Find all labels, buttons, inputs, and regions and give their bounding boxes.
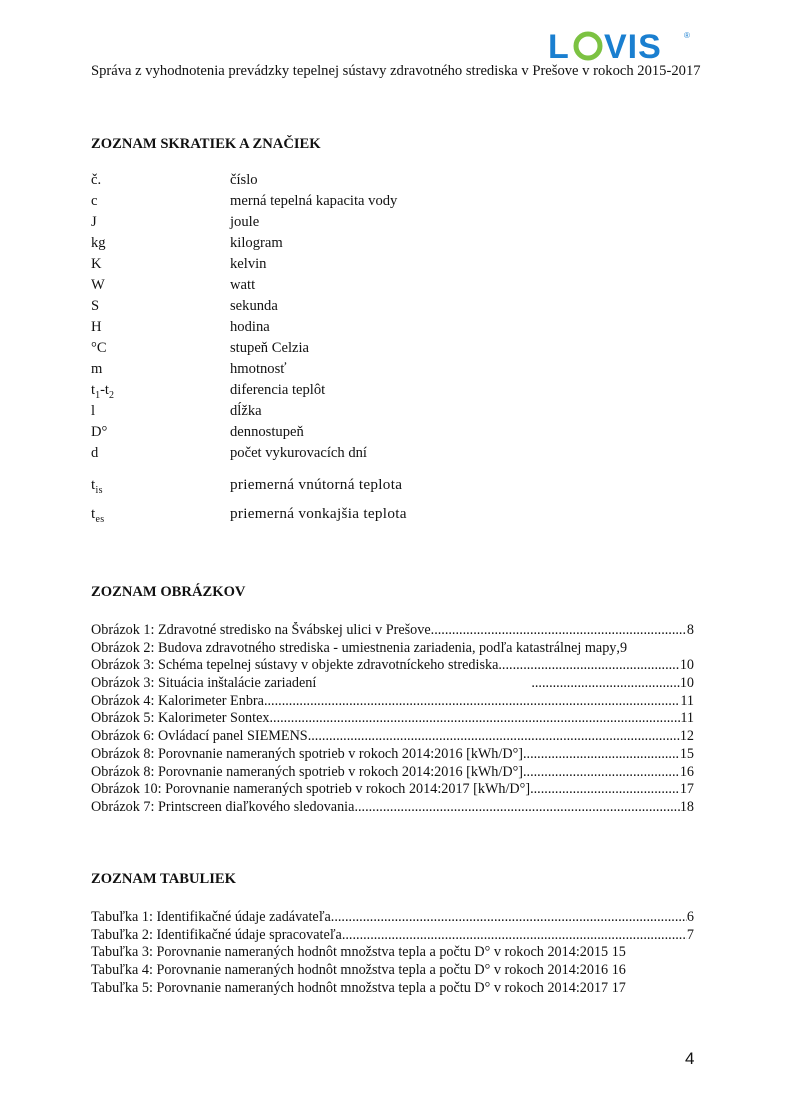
abbreviation-row: [91, 422, 711, 443]
abbreviation-row: [91, 359, 711, 380]
abbr-value: priemerná vonkajšia teplota: [230, 505, 407, 522]
abbr-value: watt: [230, 277, 256, 293]
abbreviation-row: [91, 296, 711, 317]
abbr-key: l: [91, 403, 96, 419]
abbr-key: J: [91, 214, 97, 230]
abbreviation-row: [91, 401, 711, 422]
abbr-key: K: [91, 256, 102, 272]
toc-entry[interactable]: Tabuľka 4: Porovnanie nameraných hodnôt množstva tepla a počtu D° v rokoch 2014:2016 16: [91, 962, 626, 979]
abbr-key: č.: [91, 172, 102, 188]
abbr-key: kg: [91, 235, 106, 251]
figures-list: [91, 622, 694, 817]
toc-entry[interactable]: Obrázok 4: Kalorimeter Enbra ..... 11: [91, 693, 694, 711]
toc-entry[interactable]: Tabuľka 3: Porovnanie nameraných hodnôt množstva tepla a počtu D° v rokoch 2014:2015 15: [91, 944, 626, 961]
toc-entry[interactable]: Tabuľka 5: Porovnanie nameraných hodnôt množstva tepla a počtu D° v rokoch 2014:2017 17: [91, 979, 626, 996]
abbreviation-row: [91, 191, 711, 212]
abbreviation-row: [91, 212, 711, 233]
toc-entry[interactable]: Obrázok 2: Budova zdravotného strediska - umiestnenia zariadenia, podľa katastrálnej mapy , 9: [91, 639, 628, 656]
abbr-key: $t_{es}$: [91, 505, 105, 526]
abbr-value: dennostupeň: [230, 424, 304, 440]
abbreviation-row: [91, 499, 711, 528]
svg-text:®: ®: [684, 31, 690, 40]
toc-entry[interactable]: Obrázok 1: Zdravotné stredisko na Švábskej ulici v Prešove ..... 8: [91, 622, 694, 640]
abbr-key: $t_1-t_2$: [91, 382, 114, 401]
abbr-value: priemerná vnútorná teplota: [230, 476, 403, 493]
toc-entry[interactable]: Tabuľka 1: Identifikačné údaje zadávateľa ..... 6: [91, 909, 694, 927]
svg-text:VIS: VIS: [604, 28, 662, 64]
abbr-value: diferencia teplôt: [230, 382, 326, 398]
toc-entry[interactable]: Obrázok 7: Printscreen diaľkového sledovania ..... 18: [91, 799, 694, 817]
toc-entry[interactable]: Obrázok 6: Ovládací panel SIEMENS ..... 12: [91, 728, 694, 746]
tables-heading: ZOZNAM TABULIEK: [91, 871, 237, 887]
tables-list: [91, 909, 694, 997]
abbr-key: d: [91, 445, 99, 461]
abbreviation-row: [91, 470, 711, 499]
abbr-key: D°: [91, 424, 108, 440]
toc-entry[interactable]: Obrázok 3: Situácia inštalácie zariadení ..... 10: [91, 675, 694, 693]
abbr-value: kilogram: [230, 235, 283, 251]
abbreviations-list: [91, 170, 711, 528]
abbreviation-row: [91, 275, 711, 296]
svg-text:L: L: [548, 28, 570, 64]
figures-heading: ZOZNAM OBRÁZKOV: [91, 584, 246, 600]
abbr-value: hodina: [230, 319, 270, 335]
toc-entry[interactable]: Obrázok 8: Porovnanie nameraných spotrieb v rokoch 2014:2016 [kWh/D°] ..... 16: [91, 764, 694, 782]
abbr-value: stupeň Celzia: [230, 340, 310, 356]
abbr-value: kelvin: [230, 256, 267, 272]
abbr-value: počet vykurovacích dní: [230, 445, 367, 461]
abbr-key: m: [91, 361, 103, 377]
abbreviation-row: [91, 317, 711, 338]
abbr-value: hmotnosť: [230, 361, 287, 377]
abbr-value: sekunda: [230, 298, 278, 314]
toc-entry[interactable]: Obrázok 3: Schéma tepelnej sústavy v objekte zdravotníckeho strediska ..... 10: [91, 657, 694, 675]
lovis-logo: [546, 28, 696, 64]
abbreviations-heading: ZOZNAM SKRATIEK A ZNAČIEK: [91, 136, 321, 152]
abbr-key: c: [91, 193, 98, 209]
abbr-key: $t_{is}$: [91, 476, 103, 497]
abbr-value: merná tepelná kapacita vody: [230, 193, 398, 209]
abbr-value: dĺžka: [230, 403, 262, 419]
abbreviation-row: [91, 443, 711, 464]
abbr-value: číslo: [230, 172, 258, 188]
toc-entry[interactable]: Obrázok 8: Porovnanie nameraných spotrieb v rokoch 2014:2016 [kWh/D°] ..... 15: [91, 746, 694, 764]
abbreviation-row: [91, 170, 711, 191]
abbr-key: H: [91, 319, 102, 335]
page-number: 4: [685, 1049, 695, 1068]
abbreviation-row: [91, 254, 711, 275]
abbreviation-row: [91, 380, 711, 401]
toc-entry[interactable]: Obrázok 5: Kalorimeter Sontex ..... 11: [91, 710, 694, 728]
abbreviation-row: [91, 233, 711, 254]
toc-entry[interactable]: Obrázok 10: Porovnanie nameraných spotrieb v rokoch 2014:2017 [kWh/D°] ..... 17: [91, 781, 694, 799]
abbr-key: °C: [91, 340, 107, 356]
abbr-value: joule: [230, 214, 260, 230]
abbr-key: S: [91, 298, 100, 314]
abbreviation-row: [91, 338, 711, 359]
toc-entry[interactable]: Tabuľka 2: Identifikačné údaje spracovateľa ..... 7: [91, 927, 694, 945]
abbr-key: W: [91, 277, 105, 293]
report-header-title: Správa z vyhodnotenia prevádzky tepelnej sústavy zdravotného strediska v Prešove v rokoch 2015-2017: [91, 63, 701, 79]
